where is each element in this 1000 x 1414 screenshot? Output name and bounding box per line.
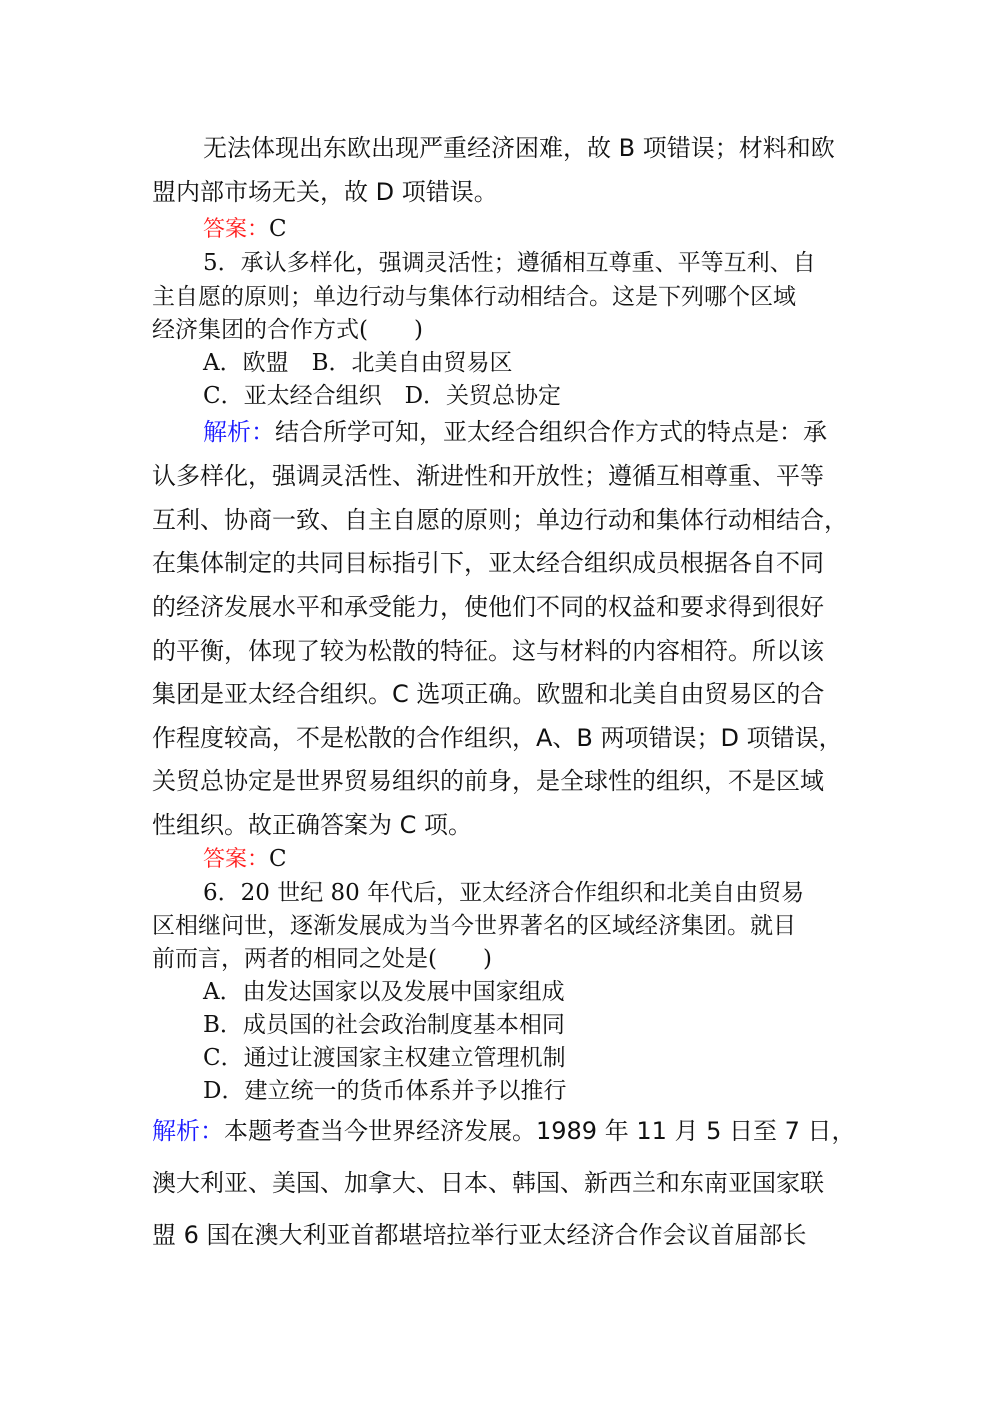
q5-stem-line-3: 经济集团的合作方式( )	[152, 317, 423, 343]
answer-value: C	[269, 216, 287, 242]
q6-stem-line-1: 6．20 世纪 80 年代后，亚太经济合作组织和北美自由贸易	[203, 880, 805, 906]
q5-analysis-line-4: 在集体制定的共同目标指引下，亚太经合组织成员根据各自不同	[152, 549, 824, 577]
q5-analysis-line-1: 解析：结合所学可知，亚太经合组织合作方式的特点是：承	[203, 418, 827, 446]
answer-value: C	[269, 846, 287, 872]
q5-options-line-2: C．亚太经合组织 D．关贸总协定	[203, 383, 562, 409]
q5-analysis-line-6: 的平衡，体现了较为松散的特征。这与材料的内容相符。所以该	[152, 637, 824, 665]
q5-options-line-1: A．欧盟 B．北美自由贸易区	[203, 350, 513, 376]
analysis-label: 解析：	[152, 1117, 224, 1145]
q5-analysis-line-5: 的经济发展水平和承受能力，使他们不同的权益和要求得到很好	[152, 593, 824, 621]
q6-stem-line-2: 区相继问世，逐渐发展成为当今世界著名的区域经济集团。就目	[152, 913, 796, 939]
q5-stem-line-1: 5．承认多样化，强调灵活性；遵循相互尊重、平等互利、自	[203, 250, 816, 276]
q5-analysis-line-7: 集团是亚太经合组织。C 选项正确。欧盟和北美自由贸易区的合	[152, 680, 825, 708]
q6-analysis-line-3: 盟 6 国在澳大利亚首都堪培拉举行亚太经济合作会议首届部长	[152, 1221, 807, 1249]
answer-label: 答案：	[203, 217, 270, 242]
q6-option-b: B．成员国的社会政治制度基本相同	[203, 1012, 565, 1038]
analysis-label: 解析：	[203, 418, 275, 446]
q5-analysis-line-10: 性组织。故正确答案为 C 项。	[152, 811, 473, 839]
prev-analysis-line-1: 无法体现出东欧出现严重经济困难，故 B 项错误；材料和欧	[203, 134, 835, 162]
q5-analysis-line-9: 关贸总协定是世界贸易组织的前身，是全球性的组织，不是区域	[152, 767, 824, 795]
q5-answer	[203, 842, 287, 873]
q6-stem-line-3: 前而言，两者的相同之处是( )	[152, 946, 492, 972]
prev-analysis-line-2: 盟内部市场无关，故 D 项错误。	[152, 178, 498, 206]
q5-stem-line-2: 主自愿的原则；单边行动与集体行动相结合。这是下列哪个区域	[152, 284, 796, 310]
q6-analysis-line-1: 解析：本题考查当今世界经济发展。1989 年 11 月 5 日至 7 日，	[152, 1117, 856, 1145]
q5-analysis-line-8: 作程度较高，不是松散的合作组织，A、B 两项错误；D 项错误，	[152, 724, 843, 752]
q6-option-a: A．由发达国家以及发展中国家组成	[203, 979, 565, 1005]
q6-option-d: D．建立统一的货币体系并予以推行	[203, 1078, 567, 1104]
answer-label: 答案：	[203, 847, 270, 872]
q6-option-c: C．通过让渡国家主权建立管理机制	[203, 1045, 566, 1071]
q5-analysis-line-3: 互利、协商一致、自主自愿的原则；单边行动和集体行动相结合，	[152, 506, 848, 534]
prev-answer	[203, 212, 287, 243]
q6-analysis-line-2: 澳大利亚、美国、加拿大、日本、韩国、新西兰和东南亚国家联	[152, 1169, 824, 1197]
q5-analysis-line-2: 认多样化，强调灵活性、渐进性和开放性；遵循互相尊重、平等	[152, 462, 824, 490]
